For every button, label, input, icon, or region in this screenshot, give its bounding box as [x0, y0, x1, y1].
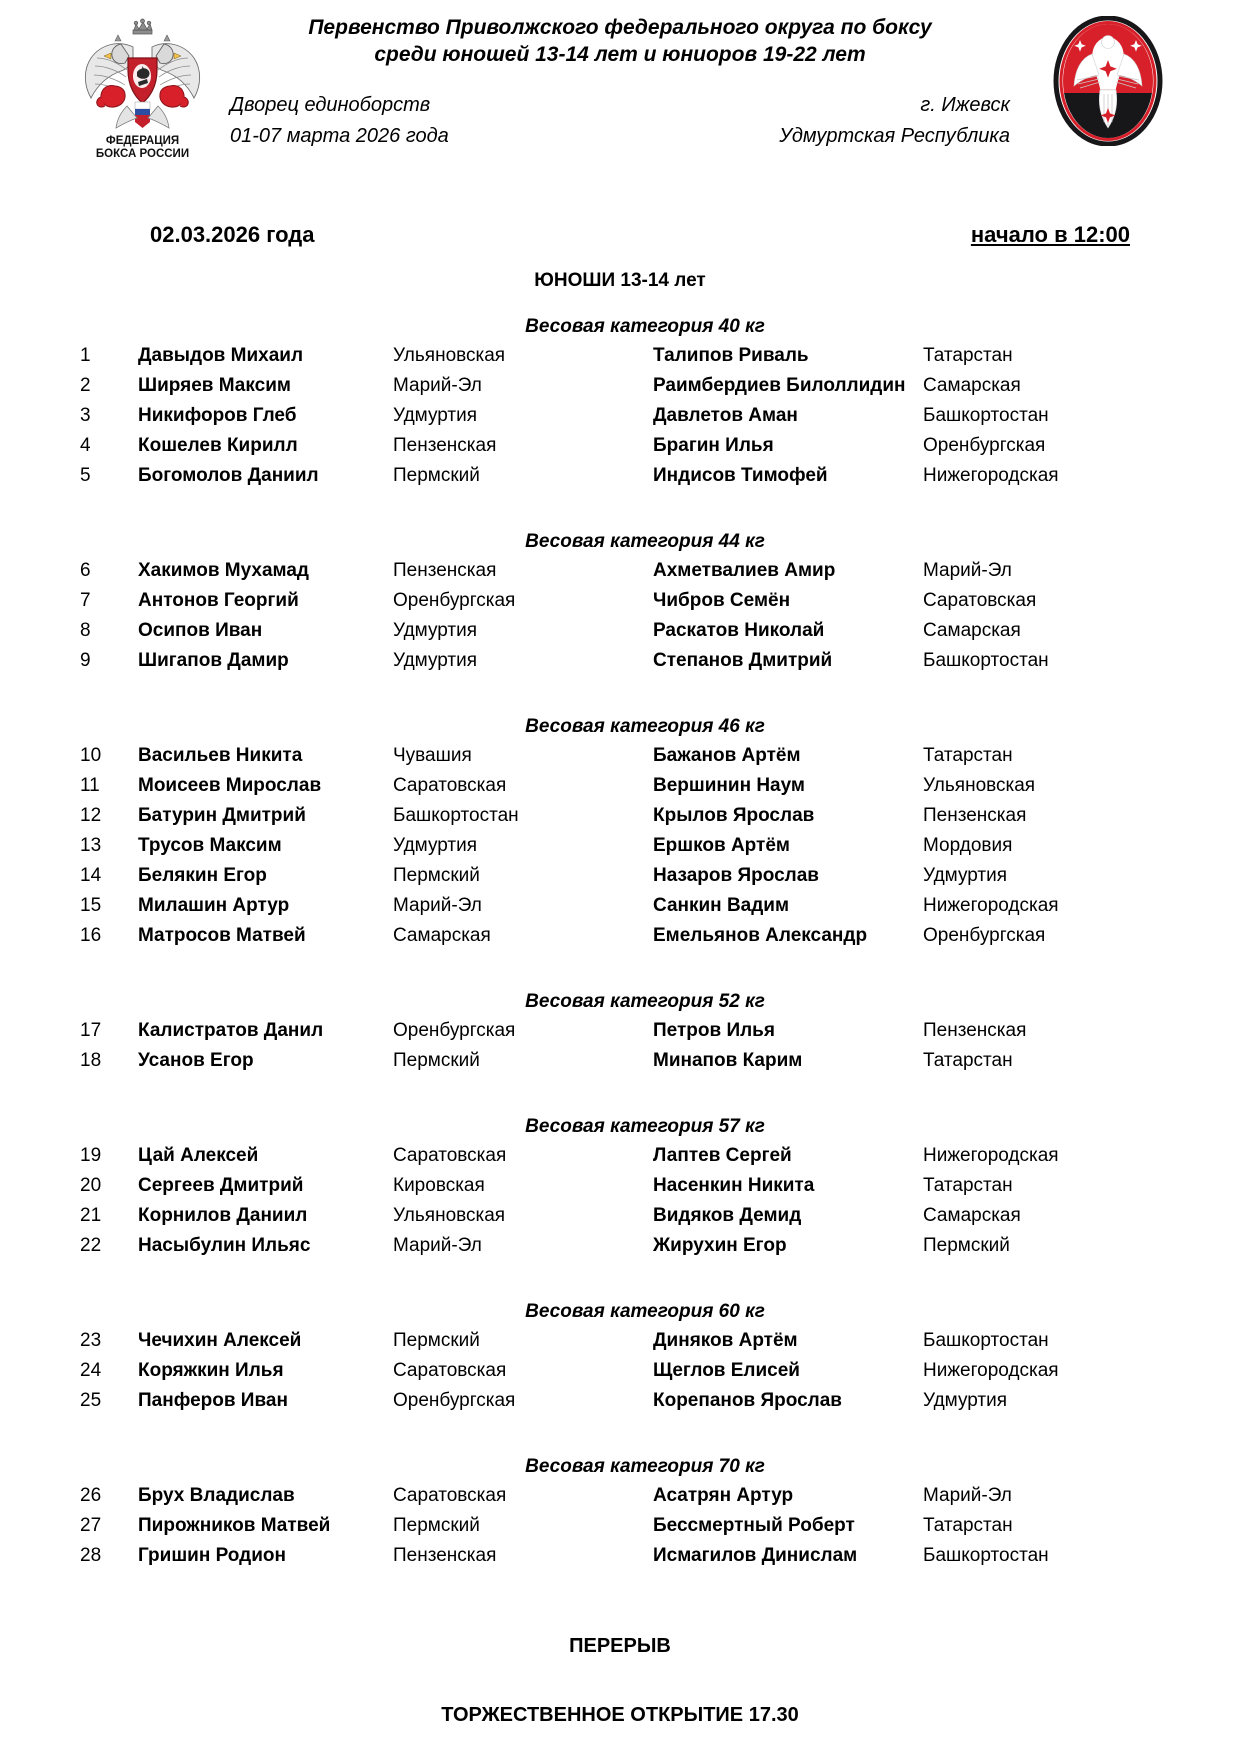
red-corner-boxer-name: Осипов Иван [138, 620, 263, 641]
blue-corner-region: Саратовская [923, 590, 1037, 611]
blue-corner-boxer-name: Талипов Риваль [653, 345, 809, 366]
red-corner-boxer-name: Антонов Георгий [138, 590, 299, 611]
red-corner-boxer-name: Насыбулин Ильяс [138, 1235, 311, 1256]
red-corner-boxer-name: Панферов Иван [138, 1390, 288, 1411]
red-corner-region: Пермский [393, 865, 480, 886]
red-corner-boxer-name: Давыдов Михаил [138, 345, 304, 366]
weight-category [80, 1301, 1160, 1416]
red-corner-region: Оренбургская [393, 1390, 516, 1411]
blue-corner-region: Мордовия [923, 835, 1013, 856]
opening-ceremony-label: ТОРЖЕСТВЕННОЕ ОТКРЫТИЕ 17.30 [441, 1704, 799, 1726]
red-corner-boxer-name: Богомолов Даниил [138, 465, 319, 486]
federation-of-boxing-of-russia-logo [75, 14, 210, 159]
bout-number: 6 [80, 560, 91, 581]
red-corner-region: Саратовская [393, 1145, 507, 1166]
weight-category [80, 1116, 1160, 1261]
weight-category-title: Весовая категория 70 кг [525, 1456, 765, 1477]
bout-row [80, 1386, 1160, 1416]
red-corner-boxer-name: Калистратов Данил [138, 1020, 324, 1041]
weight-category-list [80, 316, 1160, 1571]
blue-corner-region: Нижегородская [923, 1145, 1059, 1166]
blue-corner-boxer-name: Давлетов Аман [653, 405, 798, 426]
weight-category [80, 1456, 1160, 1571]
header-titles [230, 14, 1010, 152]
red-corner-boxer-name: Батурин Дмитрий [138, 805, 306, 826]
blue-corner-region: Марий-Эл [923, 1485, 1012, 1506]
blue-corner-boxer-name: Щеглов Елисей [653, 1360, 800, 1381]
blue-corner-boxer-name: Исмагилов Динислам [653, 1545, 858, 1566]
bout-number: 21 [80, 1205, 102, 1226]
bout-number: 10 [80, 745, 102, 766]
blue-corner-boxer-name: Ершков Артём [653, 835, 790, 856]
red-corner-region: Удмуртия [393, 835, 477, 856]
blue-corner-boxer-name: Раскатов Николай [653, 620, 825, 641]
bout-number: 11 [80, 775, 100, 796]
bout-row [80, 1171, 1160, 1201]
bout-row [80, 431, 1160, 461]
red-corner-boxer-name: Никифоров Глеб [138, 405, 297, 426]
bout-number: 20 [80, 1175, 102, 1196]
bout-number: 9 [80, 650, 91, 671]
red-corner-boxer-name: Шигапов Дамир [138, 650, 289, 671]
blue-corner-boxer-name: Жирухин Егор [653, 1235, 787, 1256]
bout-row [80, 921, 1160, 951]
blue-corner-boxer-name: Минапов Карим [653, 1050, 803, 1071]
bout-row [80, 401, 1160, 431]
blue-corner-boxer-name: Вершинин Наум [653, 775, 805, 796]
bout-number: 5 [80, 465, 91, 486]
red-corner-boxer-name: Брух Владислав [138, 1485, 295, 1506]
bout-row [80, 741, 1160, 771]
tournament-dates: 01-07 марта 2026 года [230, 125, 449, 147]
blue-corner-region: Пензенская [923, 805, 1027, 826]
red-corner-region: Марий-Эл [393, 375, 482, 396]
bout-row [80, 1231, 1160, 1261]
red-corner-region: Башкортостан [393, 805, 519, 826]
bout-number: 28 [80, 1545, 102, 1566]
red-corner-region: Марий-Эл [393, 1235, 482, 1256]
bout-number: 2 [80, 375, 91, 396]
bout-row [80, 1201, 1160, 1231]
bout-number: 16 [80, 925, 102, 946]
blue-corner-region: Татарстан [923, 345, 1013, 366]
bout-number: 27 [80, 1515, 102, 1536]
document-header [80, 0, 1160, 184]
bout-row [80, 861, 1160, 891]
bout-row [80, 1481, 1160, 1511]
bout-number: 1 [80, 345, 91, 366]
blue-corner-region: Нижегородская [923, 1360, 1059, 1381]
red-corner-region: Пензенская [393, 560, 497, 581]
weight-category [80, 716, 1160, 951]
red-corner-boxer-name: Цай Алексей [138, 1145, 259, 1166]
red-corner-boxer-name: Усанов Егор [138, 1050, 254, 1071]
blue-corner-region: Башкортостан [923, 1545, 1049, 1566]
red-corner-region: Пензенская [393, 1545, 497, 1566]
red-corner-boxer-name: Трусов Максим [138, 835, 282, 856]
red-corner-boxer-name: Сергеев Дмитрий [138, 1175, 304, 1196]
blue-corner-boxer-name: Лаптев Сергей [653, 1145, 792, 1166]
red-corner-boxer-name: Гришин Родион [138, 1545, 286, 1566]
bout-row [80, 341, 1160, 371]
red-corner-region: Удмуртия [393, 650, 477, 671]
bout-row [80, 1326, 1160, 1356]
blue-corner-boxer-name: Бессмертный Роберт [653, 1515, 855, 1536]
blue-corner-boxer-name: Емельянов Александр [653, 925, 868, 946]
weight-category-title: Весовая категория 44 кг [525, 531, 765, 552]
bout-row [80, 801, 1160, 831]
city-name: г. Ижевск [920, 94, 1010, 116]
bout-row [80, 831, 1160, 861]
blue-corner-boxer-name: Асатрян Артур [653, 1485, 794, 1506]
red-corner-boxer-name: Корнилов Даниил [138, 1205, 308, 1226]
red-corner-boxer-name: Пирожников Матвей [138, 1515, 331, 1536]
blue-corner-region: Марий-Эл [923, 560, 1012, 581]
tournament-title-line1: Первенство Приволжского федерального округа по боксу [308, 16, 932, 39]
red-corner-boxer-name: Кошелев Кирилл [138, 435, 298, 456]
red-corner-boxer-name: Васильев Никита [138, 745, 303, 766]
red-corner-boxer-name: Матросов Матвей [138, 925, 306, 946]
bout-number: 13 [80, 835, 102, 856]
red-corner-region: Кировская [393, 1175, 485, 1196]
bout-row [80, 771, 1160, 801]
bout-row [80, 556, 1160, 586]
bout-row [80, 1511, 1160, 1541]
blue-corner-region: Пензенская [923, 1020, 1027, 1041]
blue-corner-region: Башкортостан [923, 1330, 1049, 1351]
bout-number: 8 [80, 620, 91, 641]
weight-category [80, 316, 1160, 491]
red-corner-region: Ульяновская [393, 345, 506, 366]
blue-corner-region: Татарстан [923, 1050, 1013, 1071]
red-corner-region: Пермский [393, 1330, 480, 1351]
weight-category-title: Весовая категория 46 кг [525, 716, 765, 737]
region-name: Удмуртская Республика [779, 125, 1010, 147]
bout-row [80, 1541, 1160, 1571]
category-spacer [80, 1080, 1160, 1116]
bout-row [80, 646, 1160, 676]
red-corner-boxer-name: Хакимов Мухамад [138, 560, 309, 581]
blue-corner-region: Удмуртия [923, 1390, 1007, 1411]
bout-row [80, 461, 1160, 491]
red-corner-region: Оренбургская [393, 590, 516, 611]
blue-corner-region: Ульяновская [923, 775, 1036, 796]
blue-corner-boxer-name: Петров Илья [653, 1020, 775, 1041]
category-spacer [80, 955, 1160, 991]
blue-corner-boxer-name: Санкин Вадим [653, 895, 790, 916]
category-spacer [80, 680, 1160, 716]
red-corner-region: Пермский [393, 465, 480, 486]
red-corner-region: Пермский [393, 1515, 480, 1536]
weight-category [80, 531, 1160, 676]
break-label: ПЕРЕРЫВ [569, 1635, 671, 1657]
udmurt-republic-coat-of-arms-icon [1048, 16, 1168, 146]
blue-corner-boxer-name: Насенкин Никита [653, 1175, 815, 1196]
bout-number: 15 [80, 895, 102, 916]
bout-number: 17 [80, 1020, 102, 1041]
bout-number: 3 [80, 405, 91, 426]
bout-number: 25 [80, 1390, 102, 1411]
bout-number: 19 [80, 1145, 102, 1166]
weight-category-title: Весовая категория 60 кг [525, 1301, 765, 1322]
venue-name: Дворец единоборств [230, 94, 431, 116]
bout-number: 26 [80, 1485, 102, 1506]
red-corner-region: Удмуртия [393, 405, 477, 426]
session-date-bar [80, 222, 1160, 262]
red-corner-region: Саратовская [393, 775, 507, 796]
blue-corner-region: Самарская [923, 1205, 1021, 1226]
red-corner-region: Пензенская [393, 435, 497, 456]
bout-row [80, 586, 1160, 616]
red-corner-region: Чувашия [393, 745, 472, 766]
federation-caption-line1: ФЕДЕРАЦИЯ [105, 135, 180, 147]
blue-corner-boxer-name: Степанов Дмитрий [653, 650, 833, 671]
blue-corner-boxer-name: Видяков Демид [653, 1205, 802, 1226]
blue-corner-boxer-name: Чибров Семён [653, 590, 791, 611]
weight-category [80, 991, 1160, 1076]
blue-corner-boxer-name: Раимбердиев Билоллидин [653, 375, 906, 396]
blue-corner-region: Башкортостан [923, 650, 1049, 671]
red-corner-boxer-name: Милашин Артур [138, 895, 290, 916]
blue-corner-boxer-name: Диняков Артём [653, 1330, 798, 1351]
red-corner-region: Марий-Эл [393, 895, 482, 916]
russian-boxing-federation-emblem-icon [75, 14, 210, 159]
blue-corner-region: Нижегородская [923, 465, 1059, 486]
red-corner-boxer-name: Белякин Егор [138, 865, 267, 886]
weight-category-title: Весовая категория 52 кг [525, 991, 765, 1012]
blue-corner-region: Нижегородская [923, 895, 1059, 916]
blue-corner-region: Татарстан [923, 1175, 1013, 1196]
blue-corner-boxer-name: Брагин Илья [653, 435, 774, 456]
udmurt-republic-logo [1048, 16, 1168, 146]
session-start-time: начало в 12:00 [970, 222, 1130, 247]
red-corner-region: Пермский [393, 1050, 480, 1071]
blue-corner-boxer-name: Индисов Тимофей [653, 465, 828, 486]
bout-number: 14 [80, 865, 102, 886]
venue-info [230, 90, 1010, 152]
bout-number: 24 [80, 1360, 102, 1381]
red-corner-boxer-name: Ширяев Максим [138, 375, 291, 396]
blue-corner-boxer-name: Крылов Ярослав [653, 805, 815, 826]
blue-corner-region: Оренбургская [923, 925, 1046, 946]
blue-corner-region: Татарстан [923, 1515, 1013, 1536]
bout-row [80, 371, 1160, 401]
red-corner-boxer-name: Моисеев Мирослав [138, 775, 322, 796]
session-footer [80, 1635, 1160, 1727]
bout-number: 7 [80, 590, 91, 611]
red-corner-boxer-name: Коряжкин Илья [138, 1360, 284, 1381]
venue-left-column [230, 90, 449, 152]
bout-row [80, 1046, 1160, 1076]
bout-row [80, 1356, 1160, 1386]
bout-number: 23 [80, 1330, 102, 1351]
bout-number: 4 [80, 435, 91, 456]
category-spacer [80, 1420, 1160, 1456]
red-corner-region: Оренбургская [393, 1020, 516, 1041]
weight-category-title: Весовая категория 57 кг [525, 1116, 765, 1137]
bout-number: 22 [80, 1235, 102, 1256]
tournament-title-line2: среди юношей 13-14 лет и юниоров 19-22 лет [374, 43, 866, 66]
red-corner-region: Саратовская [393, 1485, 507, 1506]
blue-corner-boxer-name: Бажанов Артём [653, 745, 801, 766]
red-corner-boxer-name: Чечихин Алексей [138, 1330, 302, 1351]
red-corner-region: Саратовская [393, 1360, 507, 1381]
federation-caption-line2: БОКСА РОССИИ [95, 148, 190, 159]
bout-number: 18 [80, 1050, 102, 1071]
red-corner-region: Удмуртия [393, 620, 477, 641]
blue-corner-region: Оренбургская [923, 435, 1046, 456]
session-date: 02.03.2026 года [150, 222, 315, 247]
weight-category-title: Весовая категория 40 кг [525, 316, 765, 337]
blue-corner-region: Самарская [923, 375, 1021, 396]
blue-corner-region: Самарская [923, 620, 1021, 641]
category-spacer [80, 495, 1160, 531]
bout-row [80, 891, 1160, 921]
bout-row [80, 1016, 1160, 1046]
blue-corner-boxer-name: Назаров Ярослав [653, 865, 819, 886]
blue-corner-region: Пермский [923, 1235, 1010, 1256]
blue-corner-region: Татарстан [923, 745, 1013, 766]
red-corner-region: Ульяновская [393, 1205, 506, 1226]
bout-row [80, 616, 1160, 646]
blue-corner-region: Башкортостан [923, 405, 1049, 426]
bout-number: 12 [80, 805, 102, 826]
blue-corner-boxer-name: Ахметвалиев Амир [653, 560, 836, 581]
bout-row [80, 1141, 1160, 1171]
blue-corner-boxer-name: Корепанов Ярослав [653, 1390, 842, 1411]
blue-corner-region: Удмуртия [923, 865, 1007, 886]
age-group-heading: ЮНОШИ 13-14 лет [534, 270, 706, 291]
venue-right-column [779, 90, 1010, 152]
category-spacer [80, 1265, 1160, 1301]
red-corner-region: Самарская [393, 925, 491, 946]
